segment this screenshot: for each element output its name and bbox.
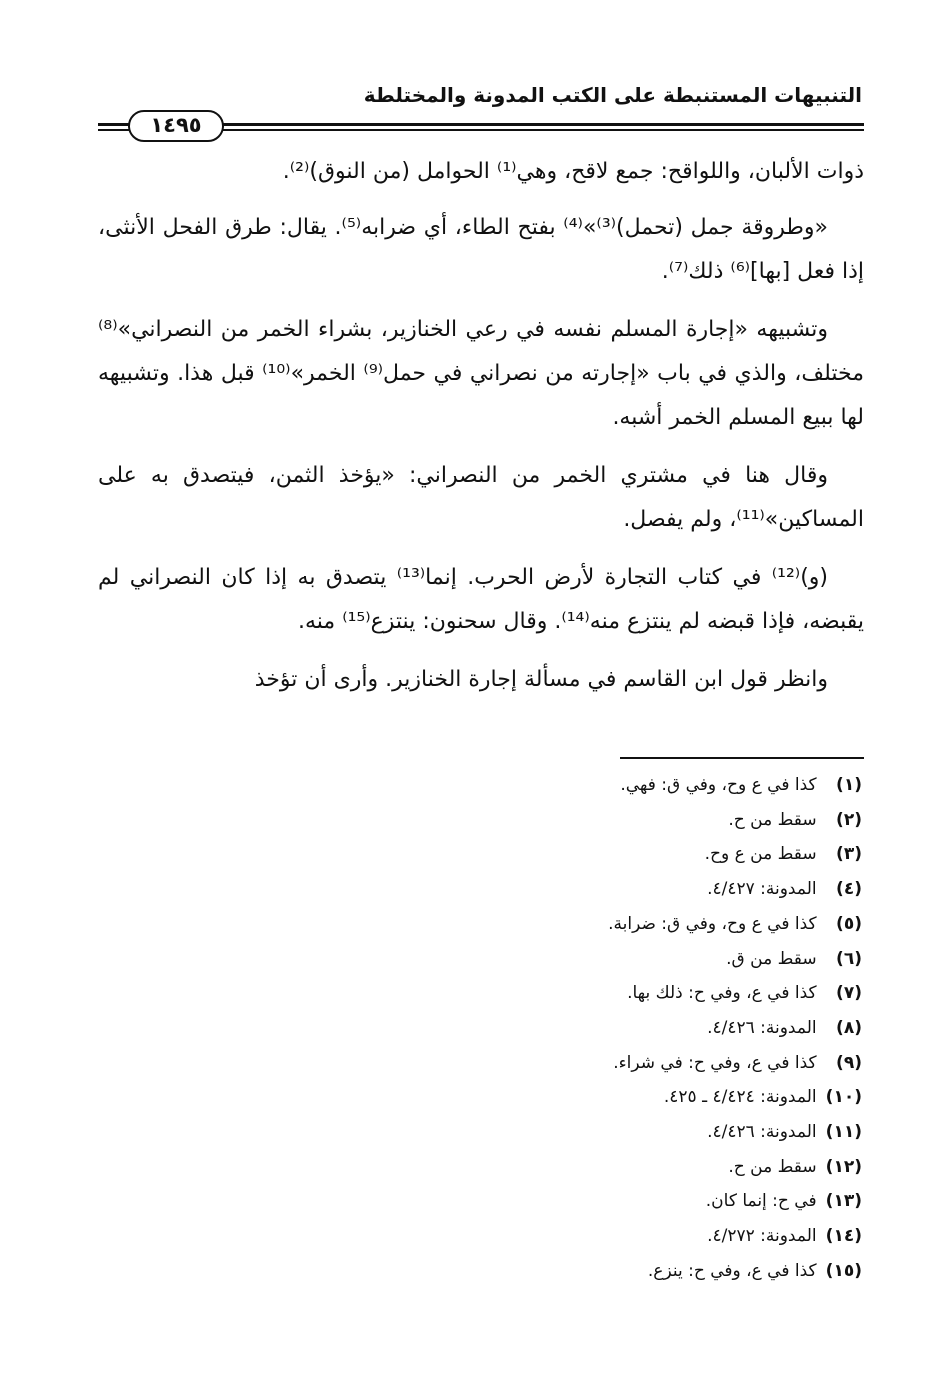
footnote (300, 803, 862, 838)
footnote-number: (١٣) (825, 1191, 862, 1212)
footnote-number: (٥) (836, 913, 862, 934)
footnote (300, 1080, 862, 1115)
footnote-text: المدونة: ٤/٤٢٤ ـ ٤٢٥. (663, 1087, 817, 1108)
footnote-text: المدونة: ٤/٤٢٧. (707, 879, 817, 900)
footnote (300, 942, 862, 977)
footnote (300, 837, 862, 872)
footnote-text: سقط من ق. (726, 948, 817, 969)
footnote-text: كذا في ع، وفي ح: ينزع. (647, 1260, 817, 1281)
footnote (300, 1115, 862, 1150)
footnote-number: (٩) (836, 1052, 862, 1073)
footnote (300, 1254, 862, 1289)
paragraph: «وطروقة جمل (تحمل)⁽³⁾»⁽⁴⁾ بفتح الطاء، أي ضرابه⁽⁵⁾. يقال: طرق الفحل الأنثى، إذا فعل [بها]⁽⁶⁾ ذلك⁽⁷⁾. (98, 215, 864, 284)
footnote-text: المدونة: ٤/٢٧٢. (707, 1226, 817, 1247)
footnote-text: كذا في ع، وفي ح: في شراء. (613, 1052, 817, 1073)
footnote-number: (١١) (825, 1122, 862, 1143)
footnote (300, 1046, 862, 1081)
footnote-number: (١٥) (825, 1260, 862, 1281)
footnote-number: (٢) (836, 809, 862, 830)
footnote (300, 907, 862, 942)
footnote (300, 1150, 862, 1185)
footnote-number: (٨) (836, 1017, 862, 1038)
paragraph: وقال هنا في مشتري الخمر من النصراني: «يؤخذ الثمن، فيتصدق به على المساكين»⁽¹¹⁾، ولم يفصل. (98, 463, 864, 532)
footnotes (300, 768, 862, 1289)
footnote-number: (٦) (836, 948, 862, 969)
page-number-badge (128, 110, 224, 142)
footnote (300, 872, 862, 907)
footnote-number: (١٠) (825, 1087, 862, 1108)
paragraph: وتشبيهه «إجارة المسلم نفسه في رعي الخنازير، بشراء الخمر من النصراني»⁽⁸⁾ مختلف، والذي في باب «إجارته من نصراني في حمل⁽⁹⁾ الخمر»⁽¹⁰⁾ قبل هذا. وتشبيهه لها ببيع المسلم الخمر أشبه. (98, 317, 865, 430)
footnote-text: كذا في ع، وفي ح: ذلك بها. (627, 983, 817, 1004)
footnote-text: كذا في ع وح، وفي ق: فهي. (620, 775, 817, 795)
footnote-number: (٣) (836, 844, 862, 865)
footnote (300, 1011, 862, 1046)
footnote-number: (٤) (836, 879, 862, 900)
footnote-text: في ح: إنما كان. (705, 1191, 817, 1212)
footnote (300, 1219, 862, 1254)
footnote-separator (620, 757, 864, 759)
footnote-text: سقط من ح. (728, 1156, 817, 1177)
footnote-number: (١) (836, 775, 862, 795)
footnote-text: سقط من ح. (728, 809, 817, 830)
page-number: ١٤٩٥ (150, 113, 202, 137)
paragraph: وانظر قول ابن القاسم في مسألة إجارة الخنازير. وأرى أن تؤخذ (254, 667, 828, 692)
running-title: التنبيهات المستنبطة على الكتب المدونة والمختلطة (363, 83, 862, 107)
footnote-text: سقط من ع وح. (704, 844, 817, 865)
paragraph: ذوات الألبان، واللواقح: جمع لاقح، وهي⁽¹⁾ الحوامل (من النوق)⁽²⁾. (282, 159, 864, 184)
footnote-number: (١٢) (825, 1156, 862, 1177)
footnote-text: كذا في ع وح، وفي ق: ضرابة. (608, 913, 817, 934)
footnote-text: المدونة: ٤/٤٢٦. (707, 1122, 817, 1143)
paragraph: (و)⁽¹²⁾ في كتاب التجارة لأرض الحرب. إنما⁽¹³⁾ يتصدق به إذا كان النصراني لم يقبضه، فإذا قبضه لم ينتزع منه⁽¹⁴⁾. وقال سحنون: ينتزع⁽¹⁵⁾ منه. (98, 565, 864, 634)
footnote-number: (٧) (836, 983, 862, 1004)
footnote (300, 976, 862, 1011)
main-text (98, 150, 864, 716)
footnote (300, 1184, 862, 1219)
footnote-text: المدونة: ٤/٤٢٦. (707, 1017, 817, 1038)
footnote-number: (١٤) (825, 1226, 862, 1247)
footnote (300, 768, 862, 803)
